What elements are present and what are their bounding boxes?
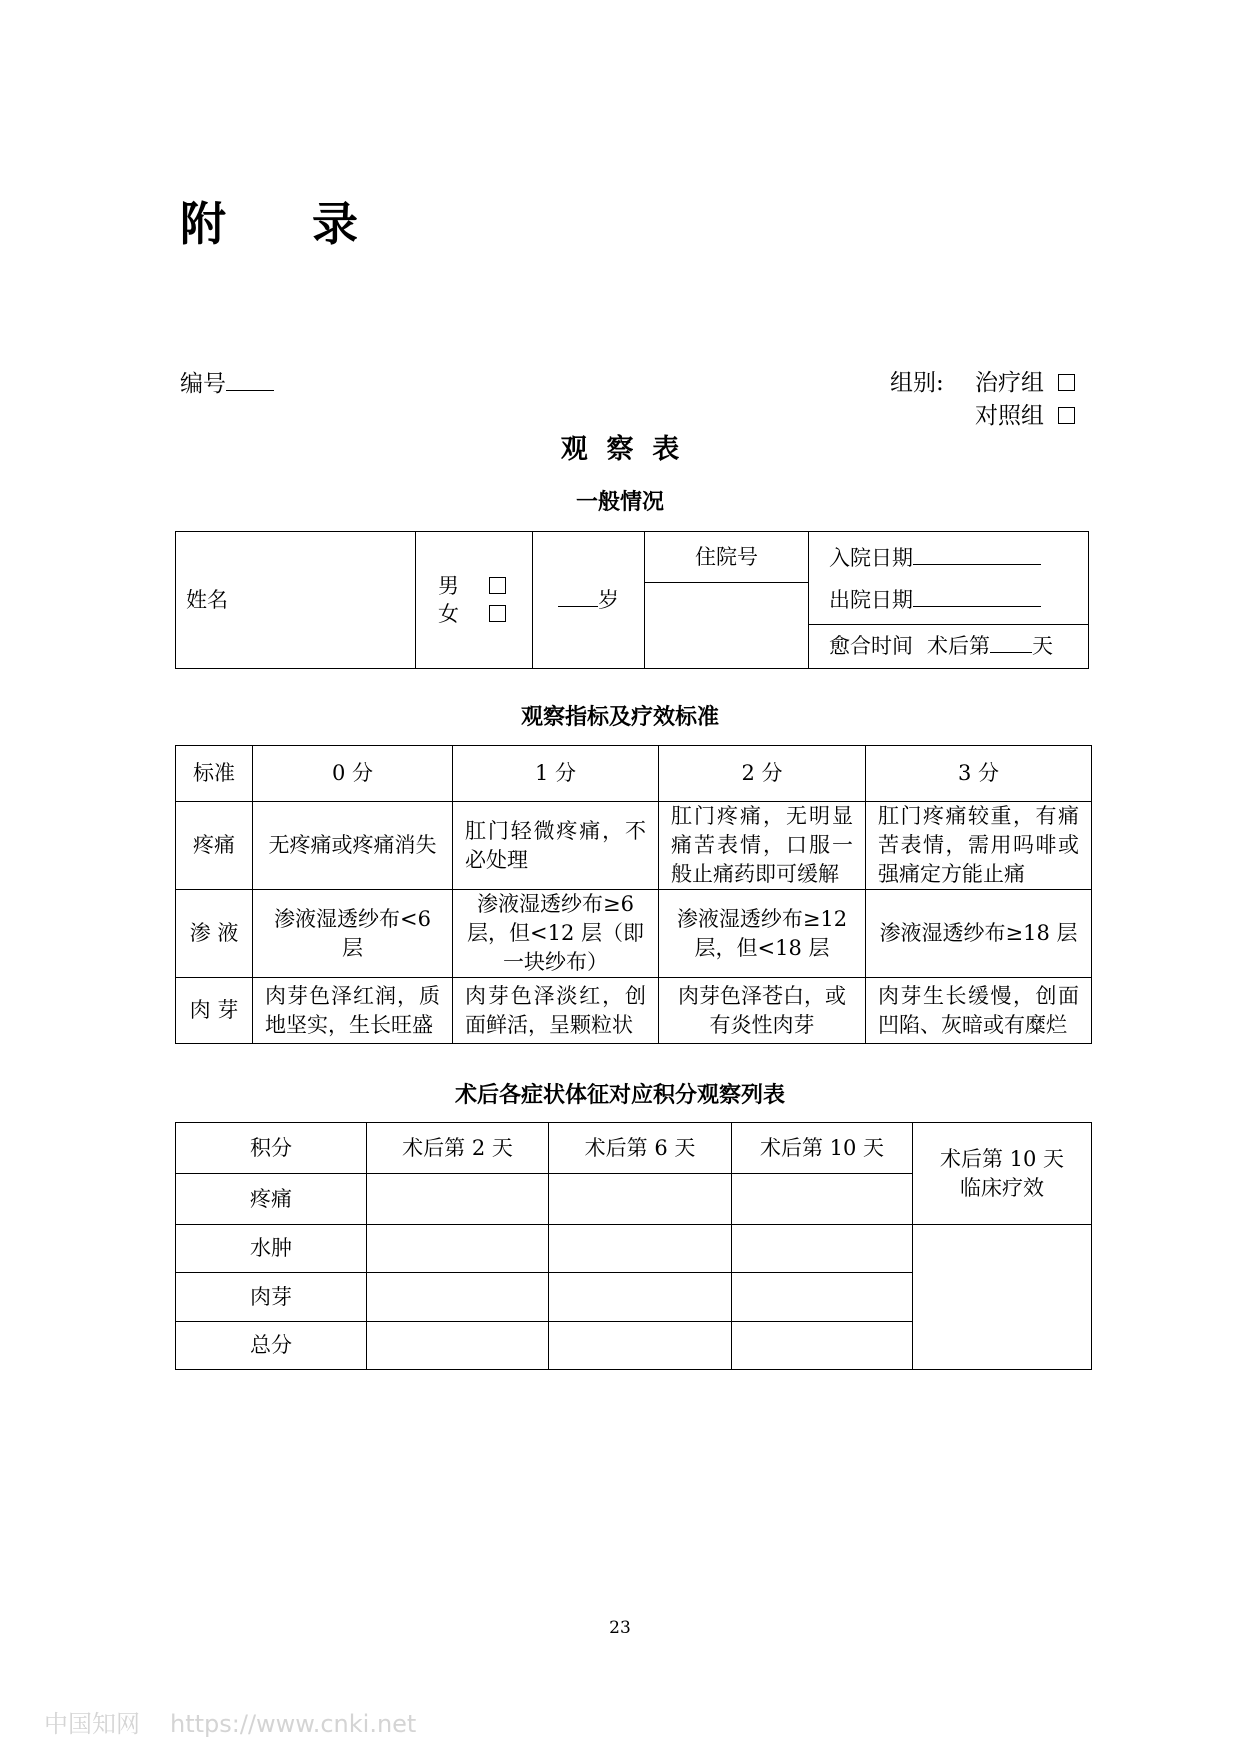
score-table-heading: 术后各症状体征对应积分观察列表 [454, 1083, 785, 1108]
form-title: 观 察 表 [560, 434, 680, 465]
score-input-cell[interactable] [367, 1322, 549, 1370]
appendix-title-char-1: 附 [180, 197, 226, 251]
score-table [175, 1122, 1092, 1370]
criteria-cell: 肛门轻微疼痛，不必处理 [453, 802, 659, 890]
criteria-header-cell: 0 分 [253, 746, 453, 802]
watermark [44, 1704, 416, 1739]
gender-female-label: 女 [438, 602, 459, 626]
treatment-group-checkbox[interactable] [1058, 374, 1075, 391]
healing-time-cell [809, 625, 1089, 669]
criteria-row-pain [176, 802, 1092, 890]
score-input-cell[interactable] [549, 1174, 732, 1225]
criteria-header-cell: 1 分 [453, 746, 659, 802]
criteria-table [175, 745, 1092, 1044]
age-blank[interactable] [558, 586, 598, 607]
score-row [176, 1225, 1092, 1273]
score-header-cell: 术后第 6 天 [549, 1123, 732, 1174]
criteria-cell: 肉芽色泽红润，质地坚实，生长旺盛 [253, 978, 453, 1044]
control-group-checkbox[interactable] [1058, 407, 1075, 424]
score-input-cell[interactable] [367, 1225, 549, 1273]
criteria-cell: 肉芽色泽淡红，创面鲜活，呈颗粒状 [453, 978, 659, 1044]
criteria-header-cell: 3 分 [866, 746, 1092, 802]
appendix-title [180, 188, 358, 254]
hospital-no-header-cell [645, 532, 809, 583]
criteria-cell: 渗液湿透纱布≥12 层，但<18 层 [659, 890, 866, 978]
criteria-heading: 观察指标及疗效标准 [520, 705, 719, 730]
criteria-cell: 肛门疼痛较重，有痛苦表情，需用吗啡或强痛定方能止痛 [866, 802, 1092, 890]
criteria-cell: 渗液湿透纱布<6 层 [253, 890, 453, 978]
gender-cell [416, 532, 533, 669]
criteria-cell: 渗液湿透纱布≥6 层，但<12 层（即一块纱布） [453, 890, 659, 978]
efficacy-input-cell[interactable] [913, 1225, 1092, 1370]
criteria-cell: 肉芽色泽苍白，或有炎性肉芽 [659, 978, 866, 1044]
watermark-site: 中国知网 [44, 1710, 140, 1738]
score-input-cell[interactable] [367, 1273, 549, 1322]
age-cell [533, 532, 645, 669]
score-input-cell[interactable] [367, 1174, 549, 1225]
score-row-label: 水肿 [176, 1225, 367, 1273]
score-input-cell[interactable] [732, 1322, 913, 1370]
score-row-label: 总分 [176, 1322, 367, 1370]
name-label-cell [176, 532, 416, 669]
group-label: 组别: [890, 370, 944, 396]
healing-day-blank[interactable] [990, 632, 1032, 653]
score-input-cell[interactable] [732, 1225, 913, 1273]
discharge-date-blank[interactable] [913, 586, 1041, 607]
general-info-heading: 一般情况 [575, 490, 664, 515]
number-field [180, 365, 274, 398]
score-header-row [176, 1123, 1092, 1174]
criteria-cell: 肉芽生长缓慢，创面凹陷、灰暗或有糜烂 [866, 978, 1092, 1044]
score-row-label: 肉芽 [176, 1273, 367, 1322]
age-unit: 岁 [598, 587, 619, 612]
treatment-group-label: 治疗组 [975, 370, 1044, 396]
number-label: 编号 [180, 371, 226, 397]
criteria-row-granulation [176, 978, 1092, 1044]
post-op-day-label: 术后第 [927, 634, 990, 658]
control-group-label: 对照组 [975, 403, 1044, 429]
score-header-cell: 积分 [176, 1123, 367, 1174]
criteria-cell: 渗液湿透纱布≥18 层 [866, 890, 1092, 978]
gender-male-label: 男 [438, 574, 459, 598]
day-unit: 天 [1032, 634, 1053, 658]
criteria-row-label: 疼痛 [176, 802, 253, 890]
criteria-header-cell: 2 分 [659, 746, 866, 802]
hospital-no-label: 住院号 [695, 544, 758, 569]
name-label: 姓名 [186, 587, 228, 612]
gender-male-checkbox[interactable] [489, 577, 506, 594]
score-input-cell[interactable] [732, 1174, 913, 1225]
watermark-url: https://www.cnki.net [170, 1710, 417, 1738]
score-input-cell[interactable] [549, 1273, 732, 1322]
gender-female-checkbox[interactable] [489, 605, 506, 622]
score-input-cell[interactable] [732, 1273, 913, 1322]
discharge-date-label: 出院日期 [829, 588, 913, 612]
healing-time-label: 愈合时间 [829, 634, 913, 658]
score-header-cell: 术后第 2 天 [367, 1123, 549, 1174]
appendix-title-char-2: 录 [312, 197, 358, 251]
criteria-cell: 肛门疼痛，无明显痛苦表情，口服一般止痛药即可缓解 [659, 802, 866, 890]
score-header-cell: 术后第 10 天 [732, 1123, 913, 1174]
admission-date-label: 入院日期 [829, 546, 913, 570]
criteria-cell: 无疼痛或疼痛消失 [253, 802, 453, 890]
number-blank[interactable] [226, 370, 274, 391]
control-group-option [975, 397, 1075, 430]
criteria-row-label: 肉 芽 [176, 978, 253, 1044]
score-input-cell[interactable] [549, 1225, 732, 1273]
score-input-cell[interactable] [549, 1322, 732, 1370]
hospital-no-value-cell[interactable] [645, 583, 809, 669]
criteria-header-cell: 标准 [176, 746, 253, 802]
efficacy-header-cell: 术后第 10 天临床疗效 [913, 1123, 1092, 1225]
criteria-header-row [176, 746, 1092, 802]
admission-date-blank[interactable] [913, 544, 1041, 565]
dates-cell [809, 532, 1089, 625]
criteria-row-label: 渗 液 [176, 890, 253, 978]
general-info-table [175, 531, 1089, 669]
treatment-group-option [975, 364, 1075, 397]
page-number: 23 [609, 1618, 631, 1638]
criteria-row-exudate [176, 890, 1092, 978]
score-row-label: 疼痛 [176, 1174, 367, 1225]
